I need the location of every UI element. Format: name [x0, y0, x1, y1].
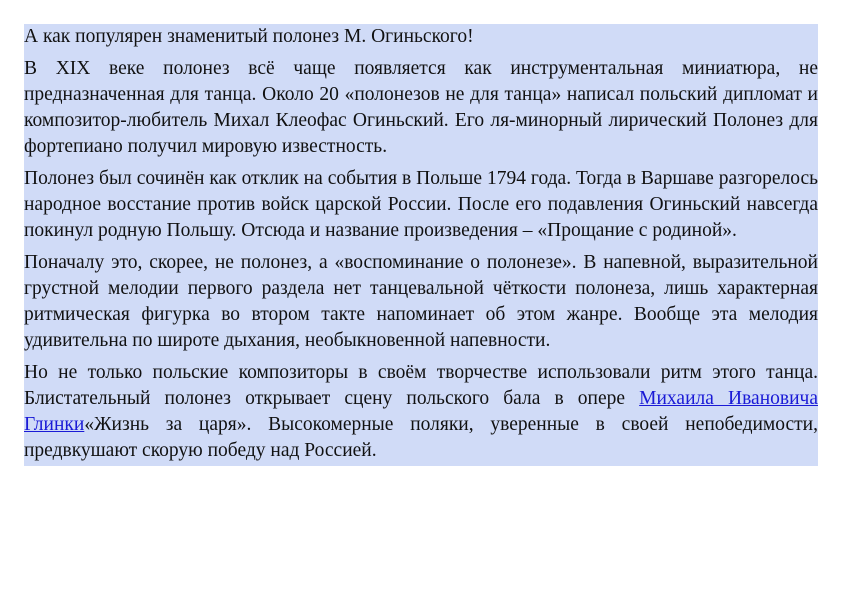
- paragraph-3: Поначалу это, скорее, не полонез, а «воспоминание о полонезе». В напевной, выразительной грустной мелодии первого раздела нет танцевальной чёткости полонеза, лишь характерная ритмическая фигурка во втором такте напоминает об этом жанре. Вообще эта мелодия удивительна по широте дыхания, необыкновенной напевности.: [24, 252, 818, 351]
- heading-text: А как популярен знаменитый полонез М. Огиньского!: [24, 26, 474, 47]
- paragraph-4: [24, 360, 818, 464]
- paragraph-4-text-before: Но не только польские композиторы в своём творчестве использовали ритм этого танца. Блистательный полонез открывает сцену польского бала в опере: [24, 362, 818, 409]
- glinka-link[interactable]: Михаила Ивановича Глинки: [24, 388, 818, 435]
- paragraph-2: Полонез был сочинён как отклик на события в Польше 1794 года. Тогда в Варшаве разгорелось народное восстание против войск царской России. После его подавления Огиньский навсегда покинул родную Польшу. Отсюда и название произведения – «Прощание с родиной».: [24, 168, 818, 241]
- paragraph-1: В XIX веке полонез всё чаще появляется как инструментальная миниатюра, не предназначенная для танца. Около 20 «полонезов не для танца» написал польский дипломат и композитор-любитель Михал Клеофас Огиньский. Его ля-минорный лирический Полонез для фортепиано получил мировую известность.: [24, 58, 818, 157]
- paragraph-4-text-after: «Жизнь за царя». Высокомерные поляки, уверенные в своей непобедимости, предвкушают скорую победу над Россией.: [24, 414, 818, 461]
- text-block: [24, 24, 818, 466]
